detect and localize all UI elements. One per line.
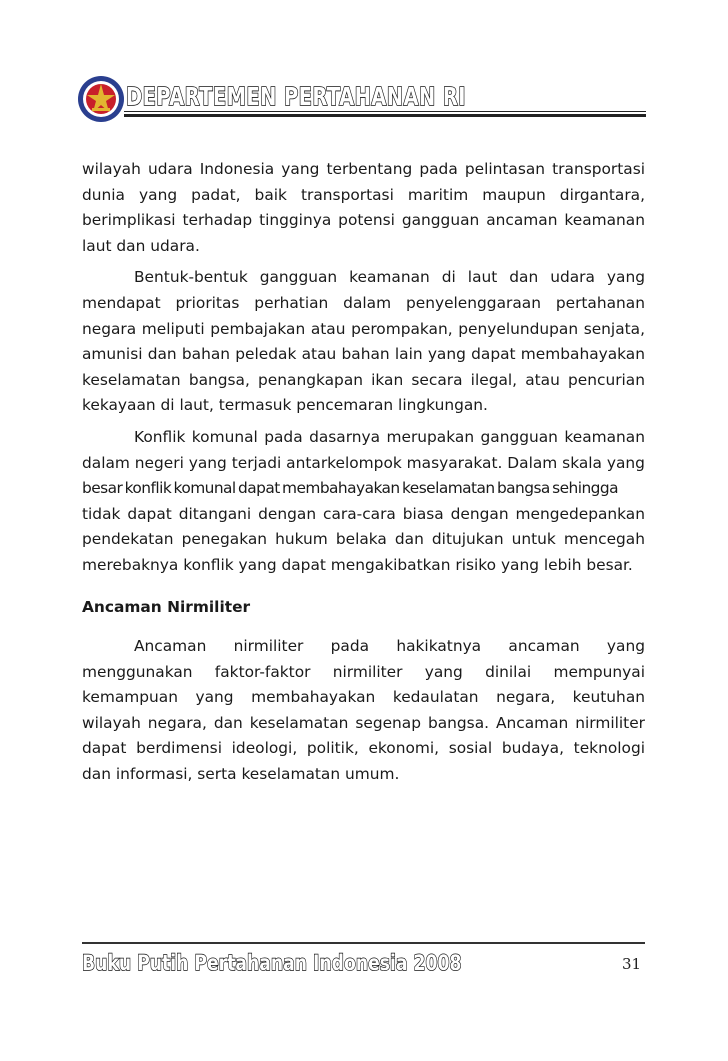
- body-text: [82, 157, 645, 788]
- paragraph-4: Ancaman nirmiliter pada hakikatnya ancaman yang menggunakan faktor-faktor nirmiliter yang dinilai mempunyai kemampuan yang membahayakan kedaulatan negara, keutuhan wilayah negara, dan keselamatan segenap bangsa. Ancaman nirmiliter dapat berdimensi ideologi, politik, ekonomi, sosial budaya, teknologi dan informasi, serta keselamatan umum.: [82, 637, 645, 784]
- paragraph-3b: besar konflik komunal dapat membahayakan keselamatan bangsa sehingga: [82, 479, 618, 498]
- paragraph-2: Bentuk-bentuk gangguan keamanan di laut dan udara yang mendapat prioritas perhatian dalam penyelenggaraan pertahanan negara meliputi pembajakan atau perompakan, penyelundupan senjata, amunisi dan bahan peledak atau bahan lain yang dapat membahayakan keselamatan bangsa, penangkapan ikan secara ilegal, atau pencurian kekayaan di laut, termasuk pencemaran lingkungan.: [82, 268, 645, 415]
- page-number: 31: [622, 955, 642, 973]
- paragraph-1: wilayah udara Indonesia yang terbentang pada pelintasan transportasi dunia yang padat, baik transportasi maritim maupun dirgantara, berimplikasi terhadap tingginya potensi gangguan ancaman keamanan laut dan udara.: [82, 160, 645, 255]
- paragraph-3a: Konflik komunal pada dasarnya merupakan gangguan keamanan dalam negeri yang terjadi antarkelompok masyarakat. Dalam skala yang: [82, 427, 645, 472]
- section-heading: Ancaman Nirmiliter: [82, 597, 251, 616]
- ministry-emblem-icon: [76, 74, 126, 124]
- paragraph-3c: tidak dapat ditangani dengan cara-cara biasa dengan mengedepankan pendekatan penegakan hukum belaka dan ditujukan untuk mencegah merebaknya konflik yang dapat mengakibatkan risiko yang lebih besar.: [82, 504, 645, 574]
- header-rule: [124, 111, 646, 112]
- footer-rule: [82, 942, 645, 944]
- header-title: DEPARTEMEN PERTAHANAN RI: [126, 82, 466, 111]
- header-rule-thick: [124, 114, 646, 117]
- footer-title: Buku Putih Pertahanan Indonesia 2008: [82, 951, 462, 975]
- page-header: [76, 74, 646, 126]
